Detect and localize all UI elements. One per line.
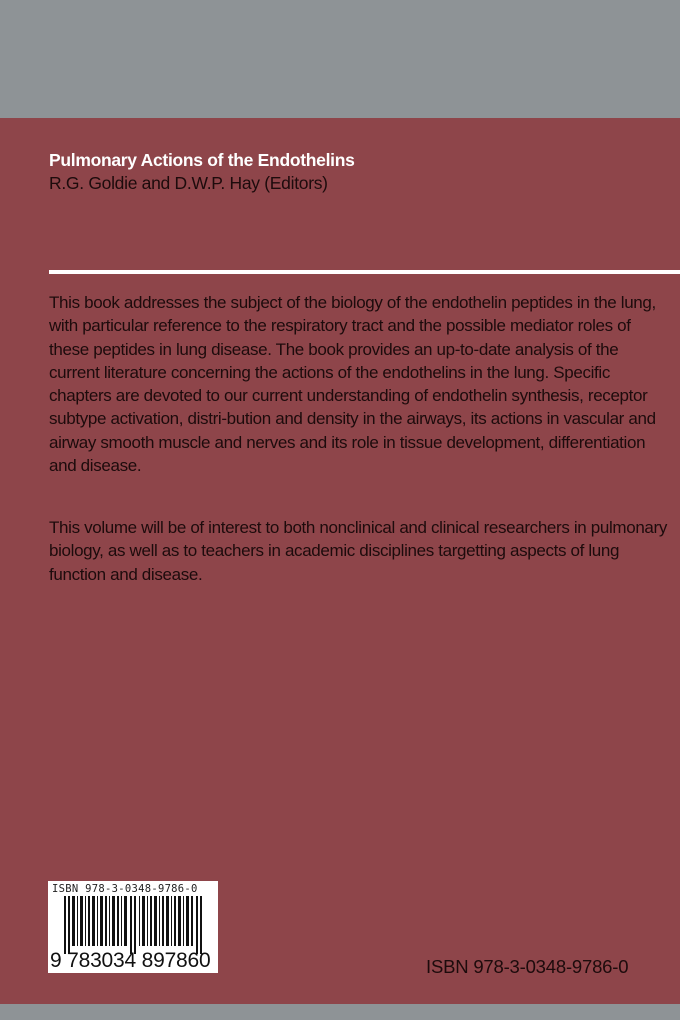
isbn-text: ISBN 978-3-0348-9786-0 — [426, 956, 629, 977]
description-paragraph-1: This book addresses the subject of the biology of the endothelin peptides in the lung, with particular reference to the respiratory tract and the possible mediator roles of these peptides in lung disease. The book provides an up-to-date analysis of the current literature concerning the actions of the endothelins in the lung. Specific chapters are devoted to our current understanding of endothelin synthesis, receptor subtype activation, distri-bution and density in the airways, its actions in vascular and airway smooth muscle and nerves and its role in tissue development, differentiation and disease. — [49, 293, 656, 476]
barcode — [48, 881, 218, 973]
book-title: Pulmonary Actions of the Endothelins — [49, 150, 355, 170]
top-gray-border — [0, 0, 680, 118]
divider-rule — [49, 270, 680, 274]
barcode-digits: 9 783034 897860 — [50, 949, 211, 972]
description-paragraph-2: This volume will be of interest to both nonclinical and clinical researchers in pulmonary biology, as well as to teachers in academic disciplines targetting aspects of lung function and disease. — [49, 518, 667, 584]
barcode-bars-icon — [64, 896, 214, 954]
bottom-gray-border — [0, 1004, 680, 1020]
book-editors: R.G. Goldie and D.W.P. Hay (Editors) — [49, 173, 328, 193]
barcode-isbn-label: ISBN 978-3-0348-9786-0 — [52, 883, 198, 895]
